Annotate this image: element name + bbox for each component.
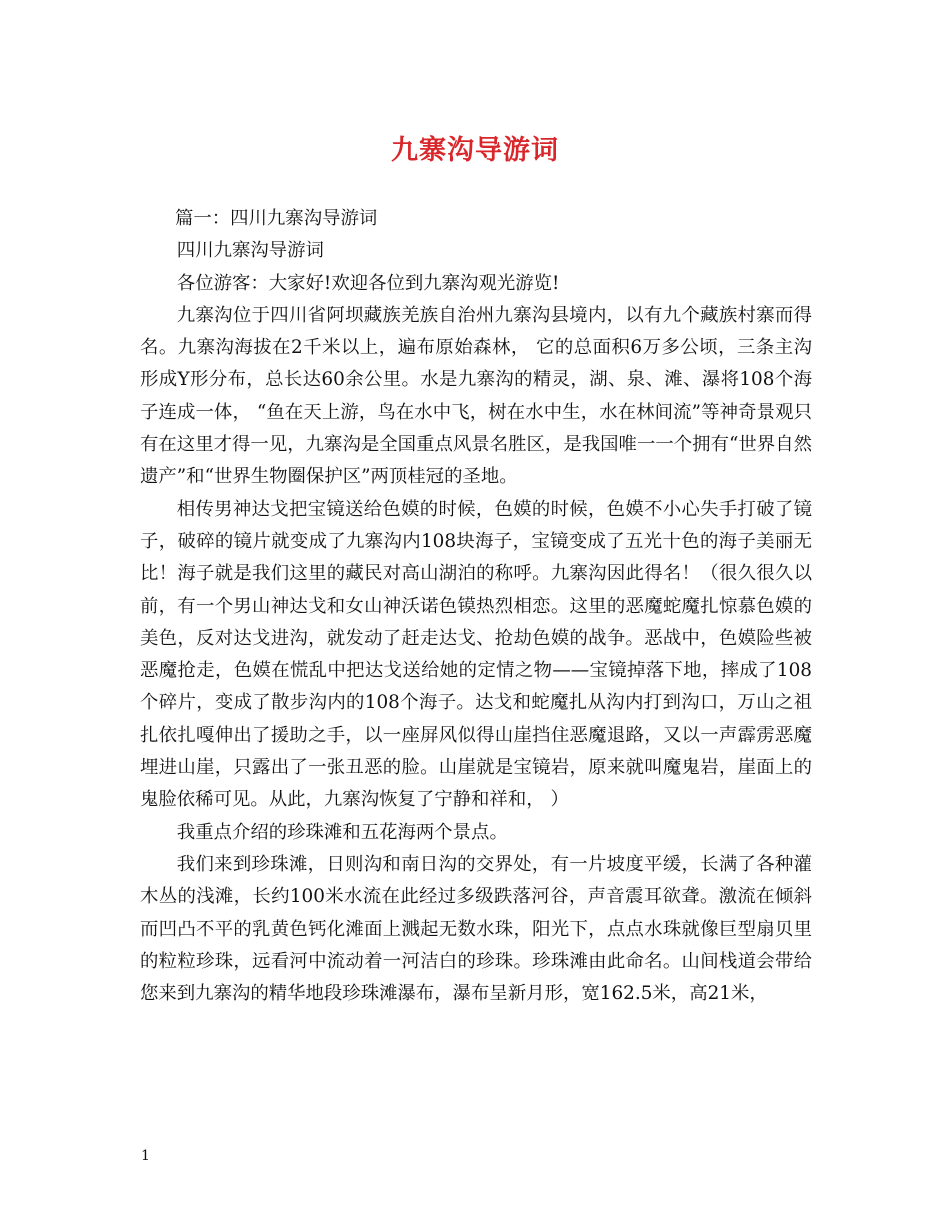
pearl-shoal-paragraph: 我们来到珍珠滩，日则沟和南日沟的交界处，有一片坡度平缓，长满了各种灌木丛的浅滩，长约100米水流在此经过多级跌落河谷，声音震耳欲聋。激流在倾斜而凹凸不平的乳黄色钙化滩面上溅起无数水珠，阳光下，点点水珠就像巨型扇贝里的粒粒珍珠，远看河中流动着一河洁白的珍珠。珍珠滩由此命名。山间栈道会带给您来到九寨沟的精华地段珍珠滩瀑布，瀑布呈新月形，宽162.5米，高21米，	[140, 853, 812, 1005]
section-heading: 篇一：四川九寨沟导游词	[174, 208, 378, 229]
greeting-paragraph: 各位游客：大家好!欢迎各位到九寨沟观光游览!	[176, 272, 560, 294]
legend-paragraph: 相传男神达戈把宝镜送给色嫫的时候，色嫫的时候，色嫫不小心失手打破了镜子，破碎的镜片就变成了九寨沟内108块海子，宝镜变成了五光十色的海子美丽无比！海子就是我们这里的藏民对高山湖泊的称呼。九寨沟因此得名！（很久很久以前，有一个男山神达戈和女山神沃诺色镆热烈相恋。这里的恶魔蛇魔扎惊慕色嫫的美色，反对达戈进沟，就发动了赶走达戈、抢劫色嫫的战争。恶战中，色嫫险些被恶魔抢走，色嫫在慌乱中把达戈送给她的定情之物——宝镜掉落下地，摔成了108个碎片，变成了散步沟内的108个海子。达戈和蛇魔扎从沟内打到沟口，万山之祖扎依扎嘎伸出了援助之手，以一座屏风似得山崖挡住恶魔退路，又以一声霹雳恶魔埋进山崖，只露出了一张丑恶的脸。山崖就是宝镜岩，原来就叫魔鬼岩，崖面上的鬼脸依稀可见。从此，九寨沟恢复了宁静和祥和， ）	[140, 498, 812, 811]
document-body	[140, 203, 812, 1010]
subtitle-line: 四川九寨沟导游词	[176, 240, 324, 262]
intro-paragraph: 九寨沟位于四川省阿坝藏族羌族自治州九寨沟县境内，以有九个藏族村寨而得名。九寨沟海拔在2千米以上，遍布原始森林， 它的总面积6万多公顷，三条主沟形成Y形分布，总长达60余公里。水是九寨沟的精灵，湖、泉、滩、瀑将108个海子连成一体， “鱼在天上游，鸟在水中飞，树在水中生，水在林间流”等神奇景观只有在这里才得一见，九寨沟是全国重点风景名胜区，是我国唯一一个拥有“世界自然遗产”和“世界生物圈保护区”两顶桂冠的圣地。	[140, 304, 812, 488]
focus-paragraph: 我重点介绍的珍珠滩和五花海两个景点。	[176, 821, 508, 843]
page-number: 1	[141, 1148, 150, 1164]
document-title: 九寨沟导游词	[391, 135, 559, 166]
